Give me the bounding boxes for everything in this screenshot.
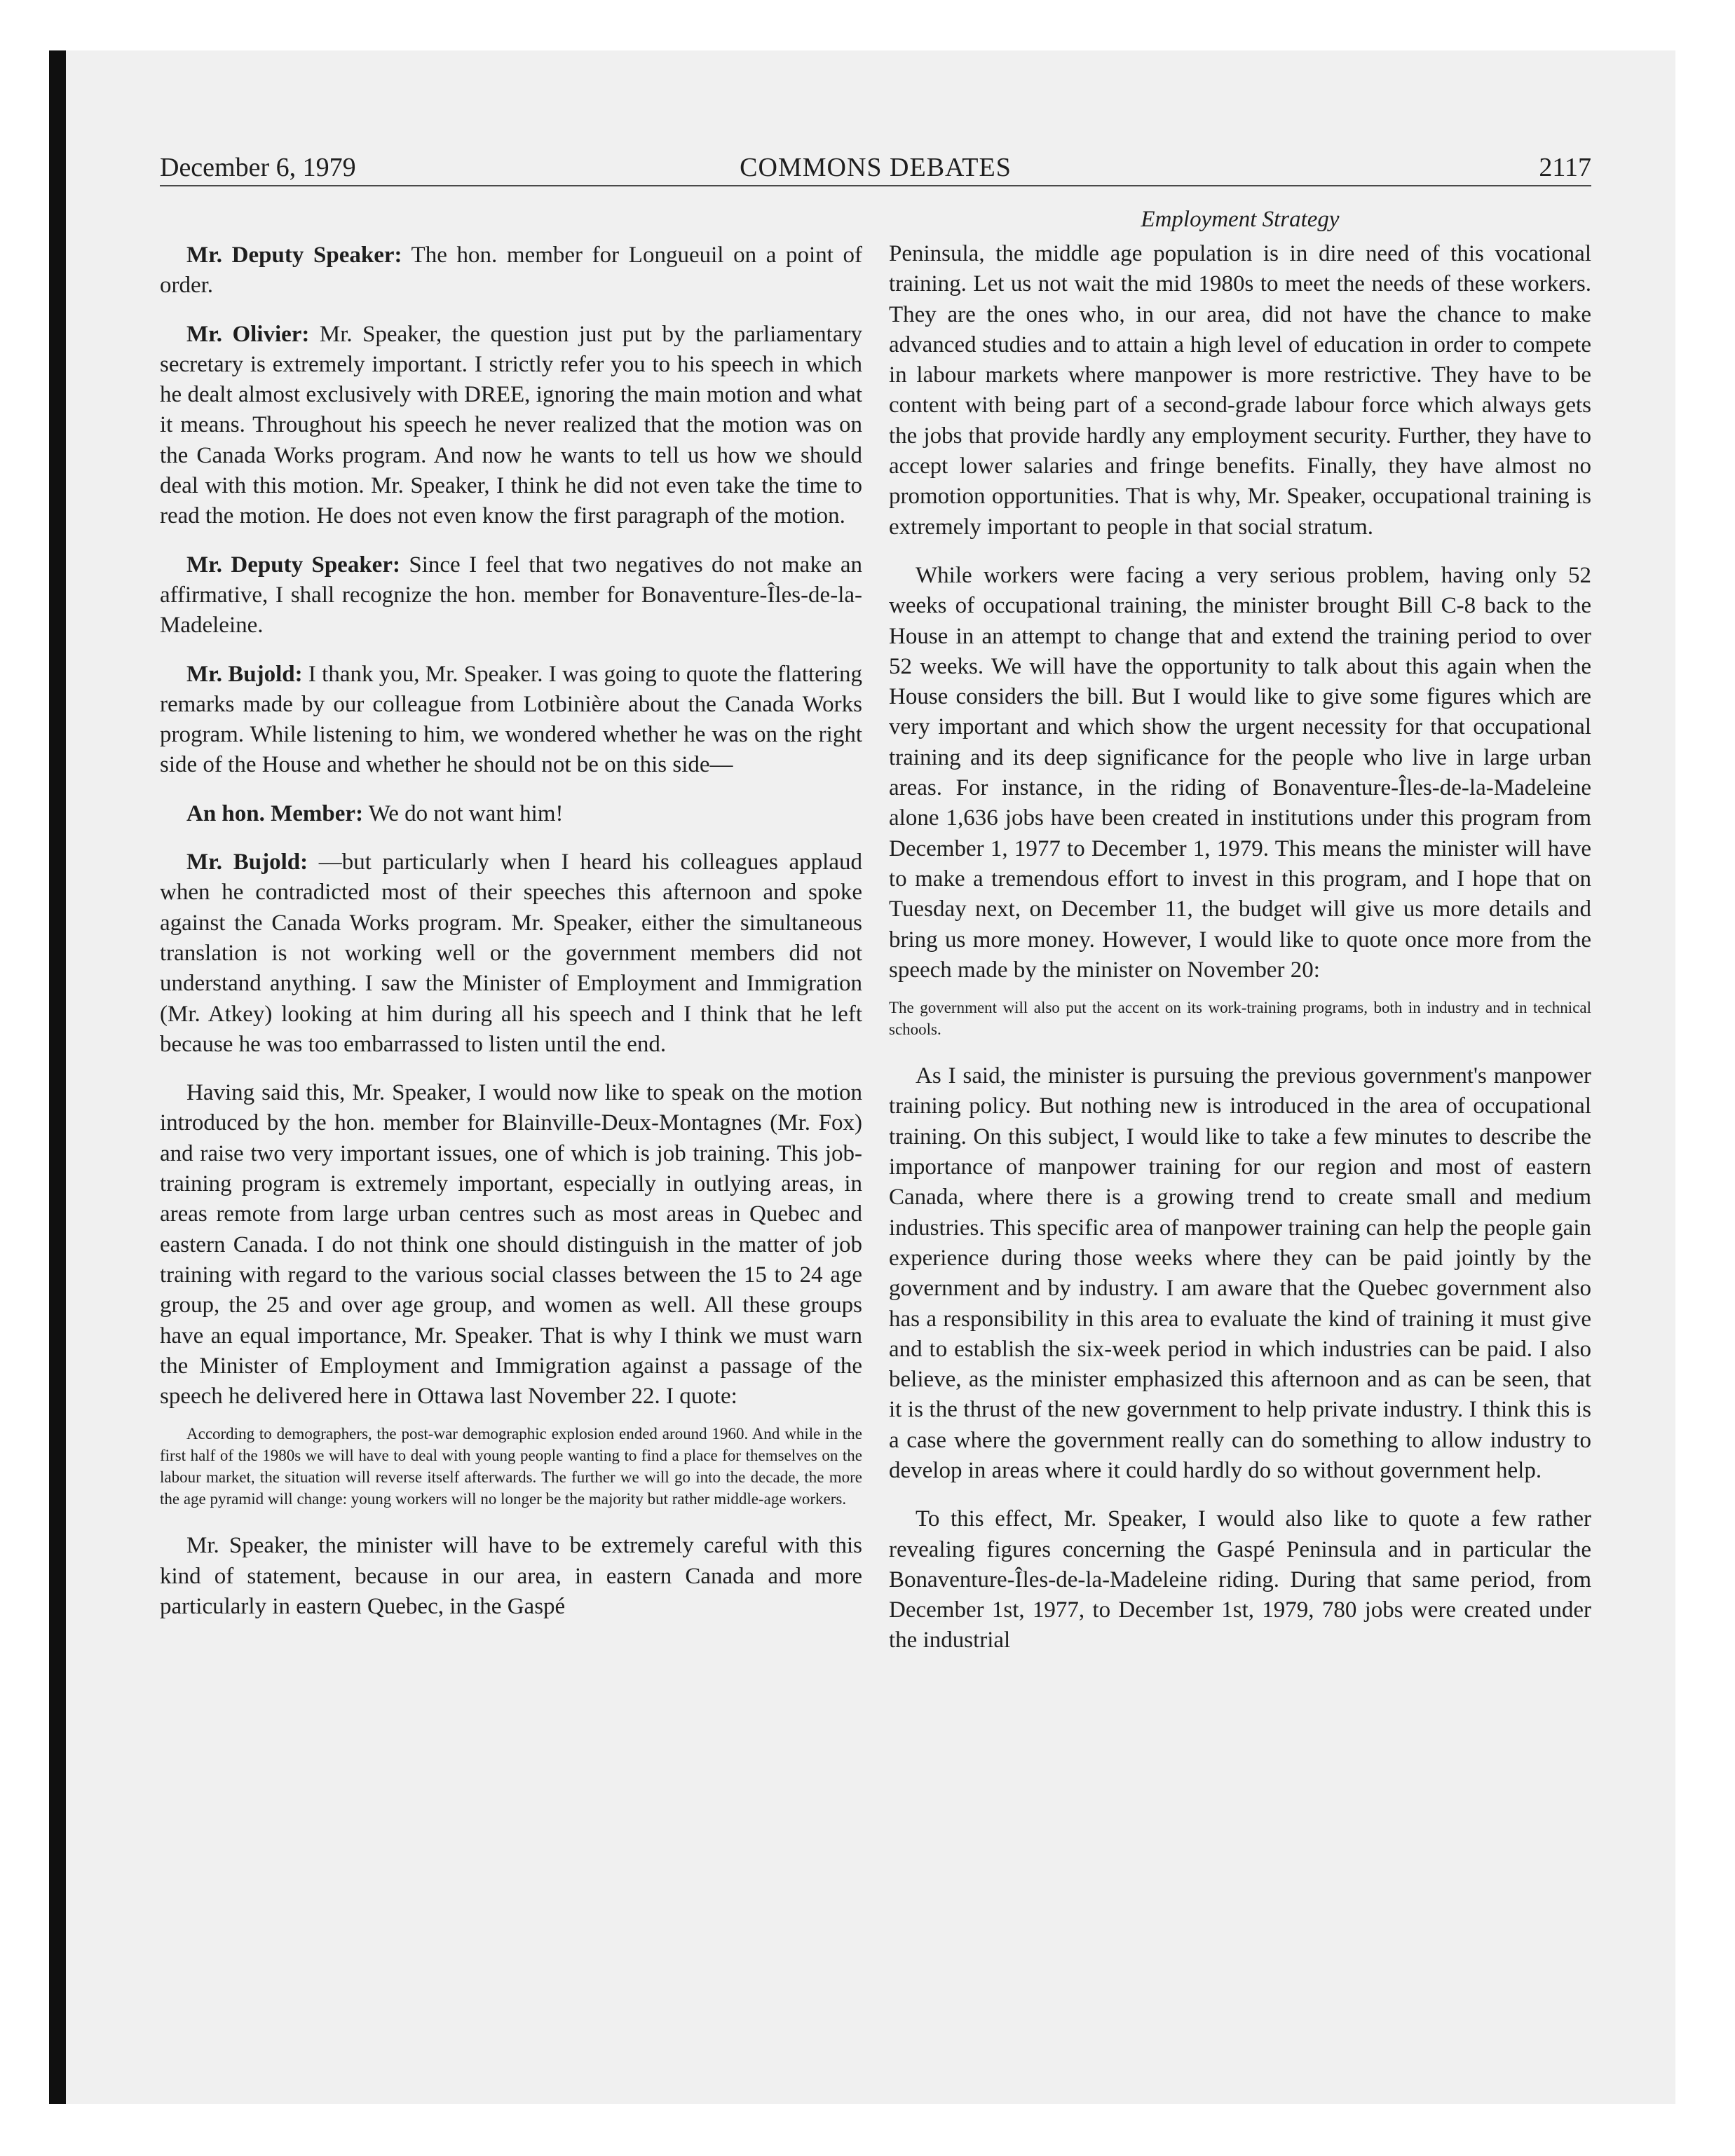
paragraph bbox=[160, 240, 862, 301]
right-column bbox=[889, 239, 1591, 1674]
paragraph: Having said this, Mr. Speaker, I would now like to speak on the motion introduced by the hon. member for Blainville-Deux-Montagnes (Mr. Fox) and raise two very important issues, one of which is job training. This job-training program is extremely important, especially in outlying areas, in areas remote from large urban centres such as most areas in Quebec and eastern Canada. I do not think one should distinguish in the matter of job training with regard to the various social classes between the 15 to 24 age group, the 25 and over age group, and women as well. All these groups have an equal importance, Mr. Speaker. That is why I think we must warn the Minister of Employment and Immigration against a passage of the speech he delivered here in Ottawa last November 22. I quote: bbox=[160, 1080, 862, 1410]
speech-text: —but particularly when I heard his colleagues applaud when he contradicted most of their speeches this afternoon and spoke against the Canada Works program. Mr. Speaker, either the simultaneous translation is not working well or the government members did not understand anything. I saw the Minister of Employment and Immigration (Mr. Atkey) looking at him during all his speech and I think that he left because he was too embarrassed to listen until the end. bbox=[160, 850, 862, 1057]
speech-text: We do not want him! bbox=[363, 800, 564, 826]
speaker-name: Mr. Bujold: bbox=[186, 661, 303, 687]
speech-text: The hon. member for Longueuil on a point of order. bbox=[160, 243, 862, 299]
speech-text: Since I feel that two negatives do not make an affirmative, I shall recognize the hon. member for Bonaventure-Îles-de-la-Madeleine. bbox=[160, 552, 863, 639]
continued-paragraph: Peninsula, the middle age population is in dire need of this vocational training. Let us not wait the mid 1980s to meet the needs of these workers. They are the ones who, in our area, did not have the chance to make advanced studies and to attain a high level of education in order to compete in labour markets where manpower is more restrictive. They have to be content with being part of a second-grade labour force which always gets the jobs that provide hardly any employment security. Further, they have to accept lower salaries and fringe benefits. Finally, they have almost no promotion opportunities. That is why, Mr. Speaker, occupational training is extremely important to people in that social stratum. bbox=[889, 241, 1591, 540]
header-page-number: 2117 bbox=[1539, 153, 1591, 182]
left-column bbox=[160, 240, 862, 1640]
header-date: December 6, 1979 bbox=[160, 153, 356, 182]
speech-text: Mr. Speaker, the question just put by the parliamentary secretary is extremely important. I strictly refer you to his speech in which he dealt almost exclusively with DREE, ignoring the main motion and what it means. Throughout his speech he never realized that the motion was on the Canada Works program. And now he wants to tell us how we should deal with this motion. Mr. Speaker, I think he did not even take the time to read the motion. He does not even know the first paragraph of the motion. bbox=[160, 321, 862, 529]
paragraph: To this effect, Mr. Speaker, I would also like to quote a few rather revealing figures concerning the Gaspé Peninsula and in particular the Bonaventure-Îles-de-la-Madeleine riding. During that same period, from December 1st, 1977, to December 1st, 1979, 780 jobs were created under the industrial bbox=[889, 1506, 1591, 1653]
speaker-name: Mr. Bujold: bbox=[186, 850, 308, 875]
paragraph: Mr. Speaker, the minister will have to be extremely careful with this kind of statement, because in our area, in eastern Canada and more particularly in eastern Quebec, in the Gaspé bbox=[160, 1533, 862, 1619]
page-header bbox=[160, 150, 1591, 185]
paragraph: As I said, the minister is pursuing the previous government's manpower training policy. But nothing new is introduced in the area of occupational training. On this subject, I would like to take a few minutes to describe the importance of manpower training for our region and most of eastern Canada, where there is a growing trend to create small and medium industries. This specific area of manpower training can help the people gain experience during those weeks where they can be paid jointly by the government and by industry. I am aware that the Quebec government also has a responsibility in this area to evaluate the kind of training it must give and to establish the six-week period in which industries can be paid. I also believe, as the minister emphasized this afternoon and as can be seen, that it is the thrust of the new government to help private industry. I think this is a case where the government really can do something to allow industry to develop in areas where it could hardly do so without government help. bbox=[889, 1063, 1591, 1483]
speaker-name: An hon. Member: bbox=[186, 800, 364, 826]
header-title: COMMONS DEBATES bbox=[740, 153, 1012, 182]
paragraph bbox=[160, 799, 862, 829]
section-subheading: Employment Strategy bbox=[1141, 207, 1340, 232]
speaker-name: Mr. Deputy Speaker: bbox=[186, 243, 402, 268]
block-quote: The government will also put the accent on its work-training programs, both in industry and in technical schools. bbox=[889, 999, 1591, 1039]
block-quote: According to demographers, the post-war demographic explosion ended around 1960. And while in the first half of the 1980s we will have to deal with young people wanting to find a place for themselves on the labour market, the situation will reverse itself afterwards. The further we will go into the decade, the more the age pyramid will change: young workers will no longer be the majority but rather middle-age workers. bbox=[160, 1425, 862, 1508]
paragraph bbox=[160, 660, 862, 781]
paragraph bbox=[160, 847, 862, 1060]
speaker-name: Mr. Olivier: bbox=[186, 321, 310, 347]
paragraph: While workers were facing a very serious problem, having only 52 weeks of occupational training, the minister brought Bill C-8 back to the House in an attempt to change that and extend the training period to over 52 weeks. We will have the opportunity to talk about this again when the House considers the bill. But I would like to give some figures which are very important and which show the urgent necessity for that occupational training and its deep significance for the people who live in large urban areas. For instance, in the riding of Bonaventure-Îles-de-la-Madeleine alone 1,636 jobs have been created in institutions under this program from December 1, 1977 to December 1, 1979. This means the minister will have to make a tremendous effort to invest in this program, and I hope that on Tuesday next, on December 11, the budget will give us more details and bring us more money. However, I would like to quote once more from the speech made by the minister on November 20: bbox=[889, 562, 1591, 983]
speaker-name: Mr. Deputy Speaker: bbox=[186, 552, 400, 578]
scan-binding-edge bbox=[49, 50, 66, 2104]
speech-text: I thank you, Mr. Speaker. I was going to quote the flattering remarks made by our colleague from Lotbinière about the Canada Works program. While listening to him, we wondered whether he was on the right side of the House and whether he should not be on this side— bbox=[160, 661, 862, 778]
paragraph bbox=[160, 320, 862, 532]
paragraph bbox=[160, 550, 862, 641]
header-rule bbox=[160, 185, 1591, 186]
